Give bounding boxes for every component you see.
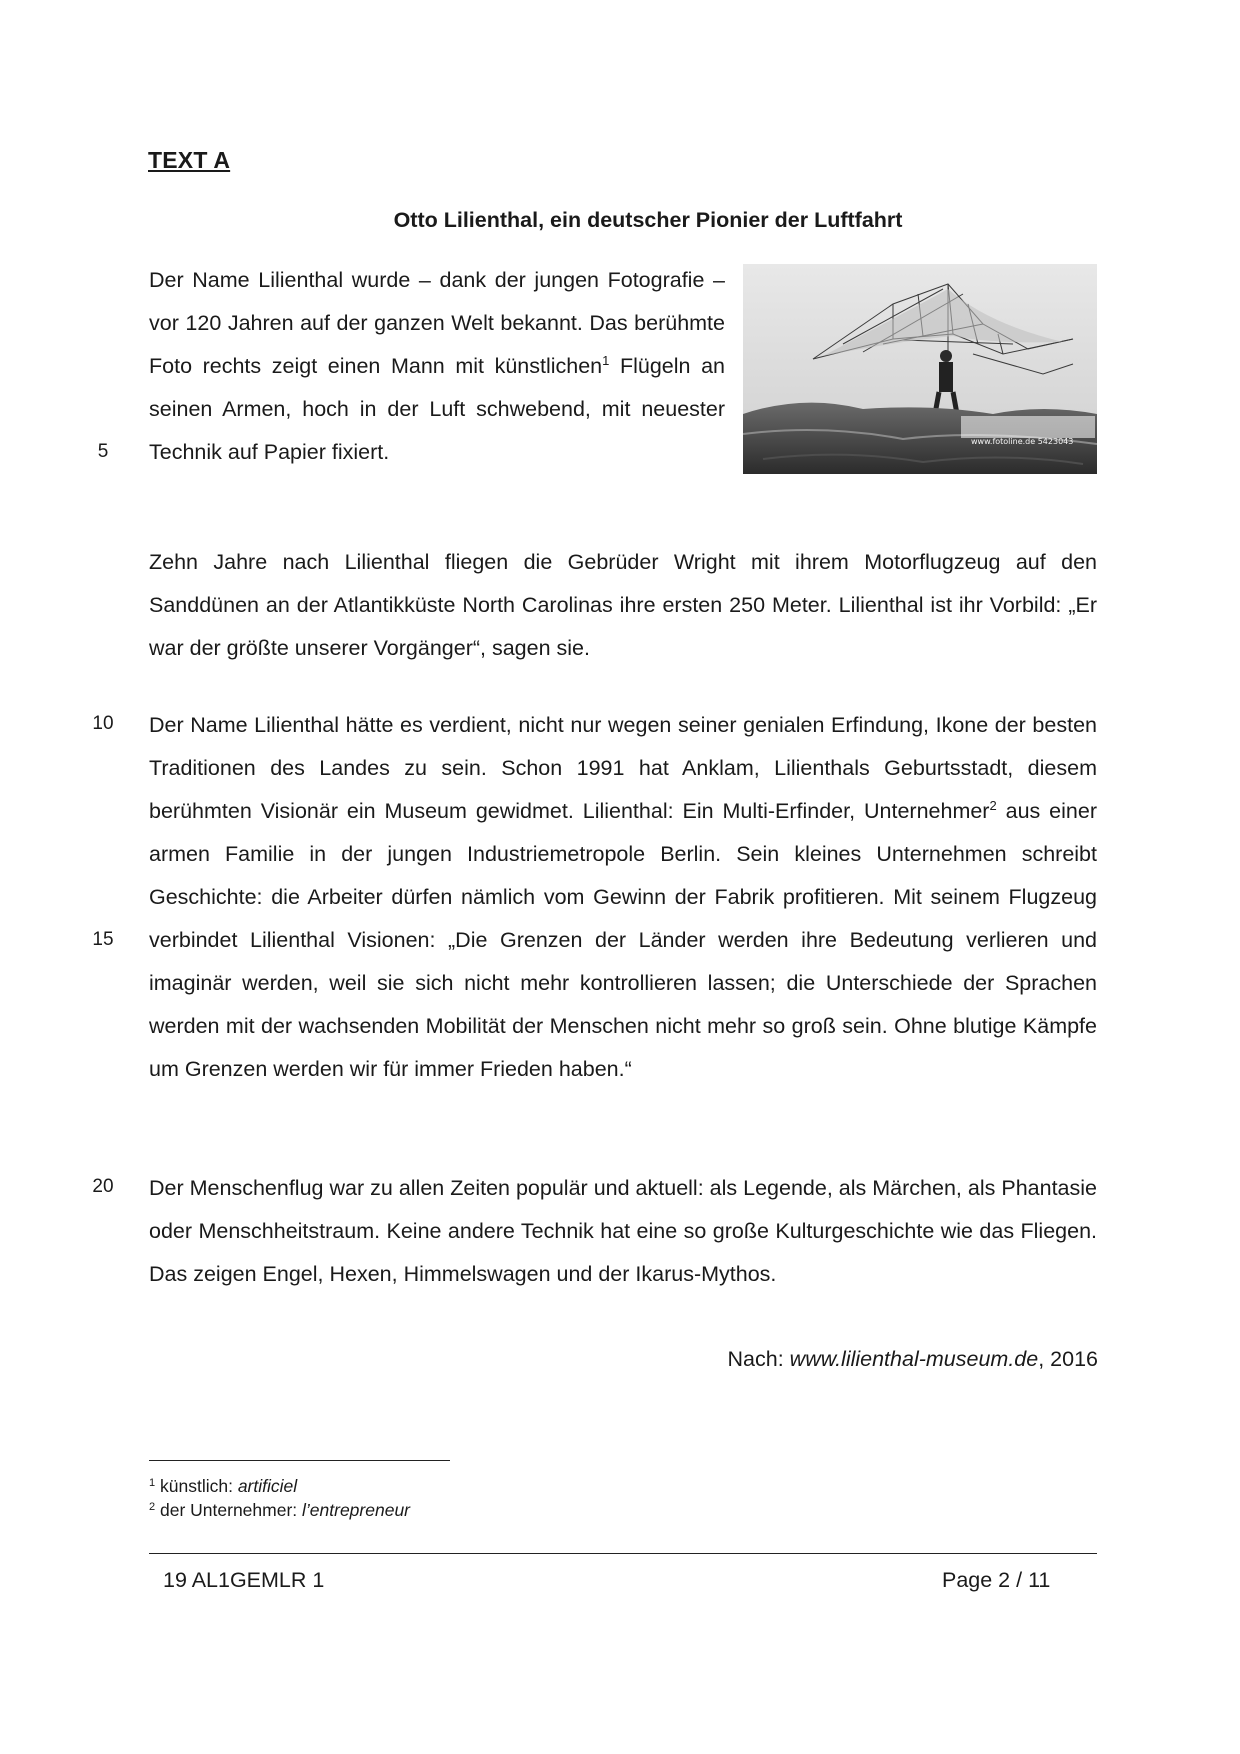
source-suffix: , 2016 bbox=[1038, 1347, 1098, 1371]
source-prefix: Nach: bbox=[727, 1347, 790, 1371]
paragraph-2: Zehn Jahre nach Lilienthal fliegen die Gebrüder Wright mit ihrem Motorflugzeug auf den Sanddünen an der Atlantikküste North Carolinas ihre ersten 250 Meter. Lilienthal ist ihr Vorbild: „Er war der größte unserer Vorgänger“, sagen sie. bbox=[149, 550, 1097, 660]
document-code: 19 AL1GEMLR 1 bbox=[163, 1568, 325, 1592]
paragraph-3-text-b: aus einer armen Familie in der jungen Industriemetropole Berlin. Sein kleines Unternehmen schreibt Geschichte: die Arbeiter dürfen nämlich vom Gewinn der Fabrik profitieren. Mit seinem Flugzeug verbindet Lilienthal Visionen: „Die Grenzen der Länder werden ihre Bedeutung verlieren und imaginär werden, weil sie sich nicht mehr kontrollieren lassen; die Unterschiede der Sprachen werden mit der wachsenden Mobilität der Menschen nicht mehr so groß sein. Ohne blutige Kämpfe um Grenzen werden wir für immer Frieden haben.“ bbox=[149, 799, 1097, 1081]
footnote-1 bbox=[149, 1476, 297, 1497]
footnote-2 bbox=[149, 1500, 410, 1521]
line-number-15: 15 bbox=[92, 929, 114, 950]
footnote-2-translation: l’entrepreneur bbox=[302, 1500, 410, 1520]
footnote-ref-1: 1 bbox=[602, 353, 610, 368]
footnote-2-number: 2 bbox=[149, 1501, 156, 1513]
paragraph-3-text-a: Der Name Lilienthal hätte es verdient, nicht nur wegen seiner genialen Erfindung, Ikone der besten Traditionen des Landes zu sein. Schon 1991 hat Anklam, Lilienthals Geburtsstadt, diesem berühmten Visionär ein Museum gewidmet. Lilienthal: Ein Multi-Erfinder, Unternehmer bbox=[149, 713, 1097, 823]
paragraph-1-text-b: Flügeln an seinen Armen, hoch in der Luft schwebend, mit neuester Technik auf Papier fixiert. bbox=[149, 354, 725, 464]
footnote-2-term: der Unternehmer: bbox=[160, 1500, 303, 1520]
paragraph-4: Der Menschenflug war zu allen Zeiten populär und aktuell: als Legende, als Märchen, als Phantasie oder Menschheitstraum. Keine andere Technik hat eine so große Kulturgeschichte wie das Fliegen. Das zeigen Engel, Hexen, Himmelswagen und der Ikarus-Mythos. bbox=[149, 1176, 1097, 1286]
section-heading: TEXT A bbox=[148, 147, 231, 173]
line-number-5: 5 bbox=[97, 441, 109, 462]
footnote-divider bbox=[149, 1460, 450, 1461]
footnote-1-number: 1 bbox=[149, 1477, 156, 1489]
line-number-10: 10 bbox=[92, 713, 114, 734]
line-number-20: 20 bbox=[92, 1176, 114, 1197]
footnote-1-translation: artificiel bbox=[237, 1476, 298, 1496]
page-number: Page 2 / 11 bbox=[942, 1568, 1051, 1592]
lilienthal-glider-photo bbox=[743, 264, 1097, 474]
source-url: www.lilienthal-museum.de bbox=[789, 1347, 1039, 1371]
paragraph-1 bbox=[149, 259, 725, 474]
source-citation bbox=[728, 1347, 1098, 1372]
footnote-1-term: künstlich: bbox=[160, 1476, 238, 1496]
footer-divider bbox=[149, 1553, 1097, 1554]
photo-watermark: www.fotoline.de 5423043 bbox=[971, 437, 1074, 446]
paragraph-1-text-a: Der Name Lilienthal wurde – dank der jungen Fotografie – vor 120 Jahren auf der ganzen Welt bekannt. Das berühmte Foto rechts zeigt einen Mann mit künstlichen bbox=[149, 268, 725, 378]
article-title: Otto Lilienthal, ein deutscher Pionier der Luftfahrt bbox=[393, 208, 903, 232]
footnote-ref-2: 2 bbox=[989, 798, 997, 813]
paragraph-3 bbox=[149, 704, 1097, 1091]
